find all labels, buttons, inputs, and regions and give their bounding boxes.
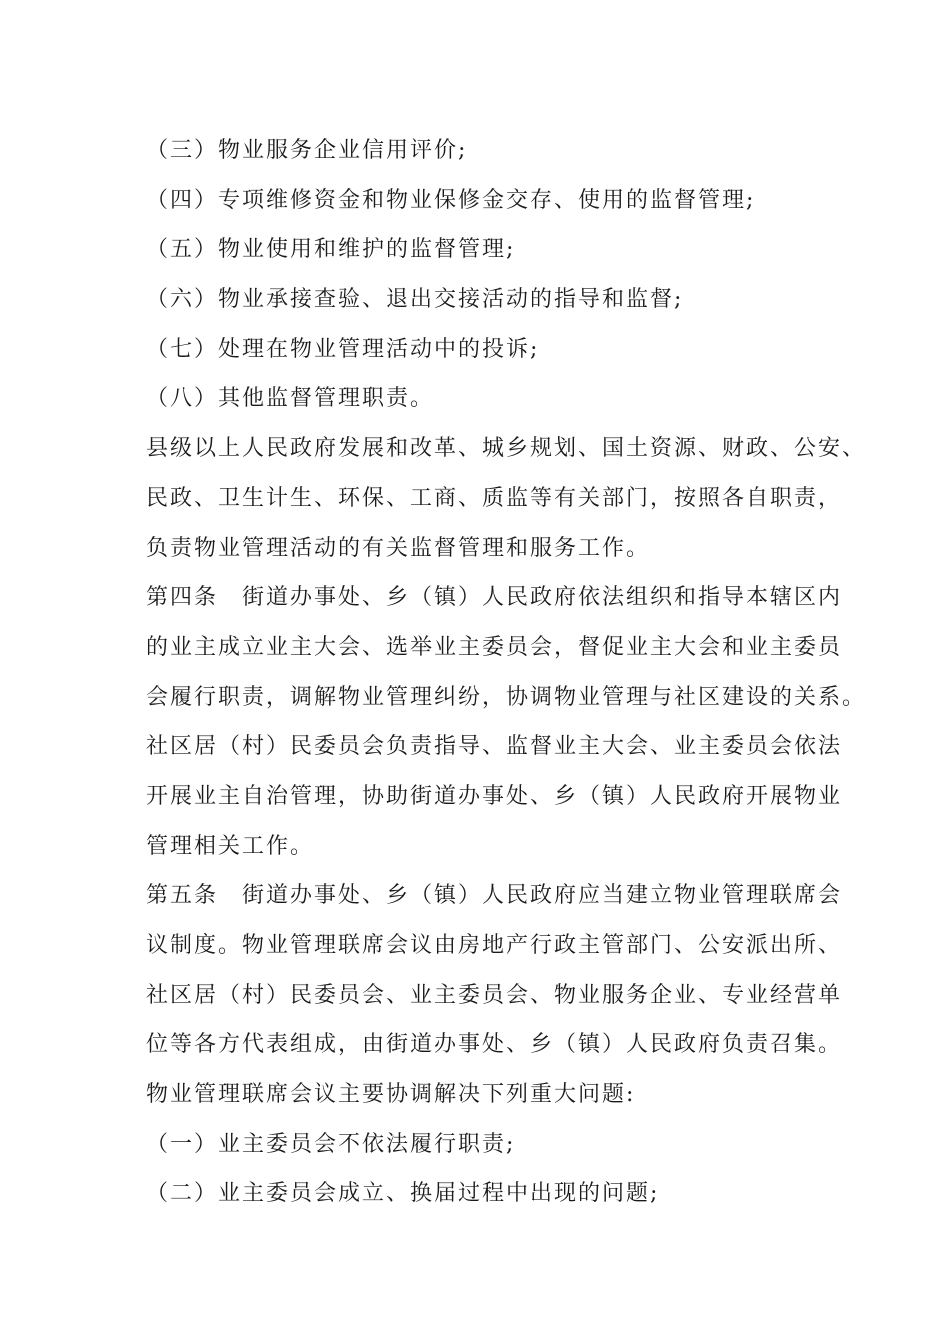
text-line: 负责物业管理活动的有关监督管理和服务工作。 (146, 535, 651, 561)
text-line: （一）业主委员会不依法履行职责; (146, 1131, 516, 1157)
text-line: （三）物业服务企业信用评价; (146, 138, 468, 163)
text-line: （七）处理在物业管理活动中的投诉; (146, 336, 540, 362)
article-4-line: 第四条 街道办事处、乡（镇）人民政府依法组织和指导本辖区内 (146, 585, 843, 611)
document-body (146, 130, 867, 1223)
text-line: （六）物业承接查验、退出交接活动的指导和监督; (146, 287, 684, 313)
text-line: 会履行职责，调解物业管理纠纷，协调物业管理与社区建设的关系。 (146, 684, 867, 710)
text-line: 开展业主自治管理，协助街道办事处、乡（镇）人民政府开展物业 (146, 783, 843, 809)
text-line: 县级以上人民政府发展和改革、城乡规划、国土资源、财政、公安、 (146, 436, 867, 462)
text-line: 社区居（村）民委员会负责指导、监督业主大会、业主委员会依法 (146, 734, 843, 760)
text-line: （五）物业使用和维护的监督管理; (146, 237, 516, 263)
text-line: （二）业主委员会成立、换届过程中出现的问题; (146, 1181, 660, 1207)
text-line: 物业管理联席会议主要协调解决下列重大问题: (146, 1082, 636, 1108)
article-5-line: 第五条 街道办事处、乡（镇）人民政府应当建立物业管理联席会 (146, 883, 843, 909)
text-line: 议制度。物业管理联席会议由房地产行政主管部门、公安派出所、 (146, 933, 843, 958)
text-line: 社区居（村）民委员会、业主委员会、物业服务企业、专业经营单 (146, 982, 843, 1008)
text-line: 管理相关工作。 (146, 833, 315, 859)
text-line: （四）专项维修资金和物业保修金交存、使用的监督管理; (146, 187, 756, 213)
text-line: 民政、卫生计生、环保、工商、质监等有关部门，按照各自职责， (146, 485, 843, 511)
text-line: 的业主成立业主大会、选举业主委员会，督促业主大会和业主委员 (146, 634, 843, 660)
text-line: （八）其他监督管理职责。 (146, 386, 435, 412)
text-line: 位等各方代表组成，由街道办事处、乡（镇）人民政府负责召集。 (146, 1032, 843, 1058)
